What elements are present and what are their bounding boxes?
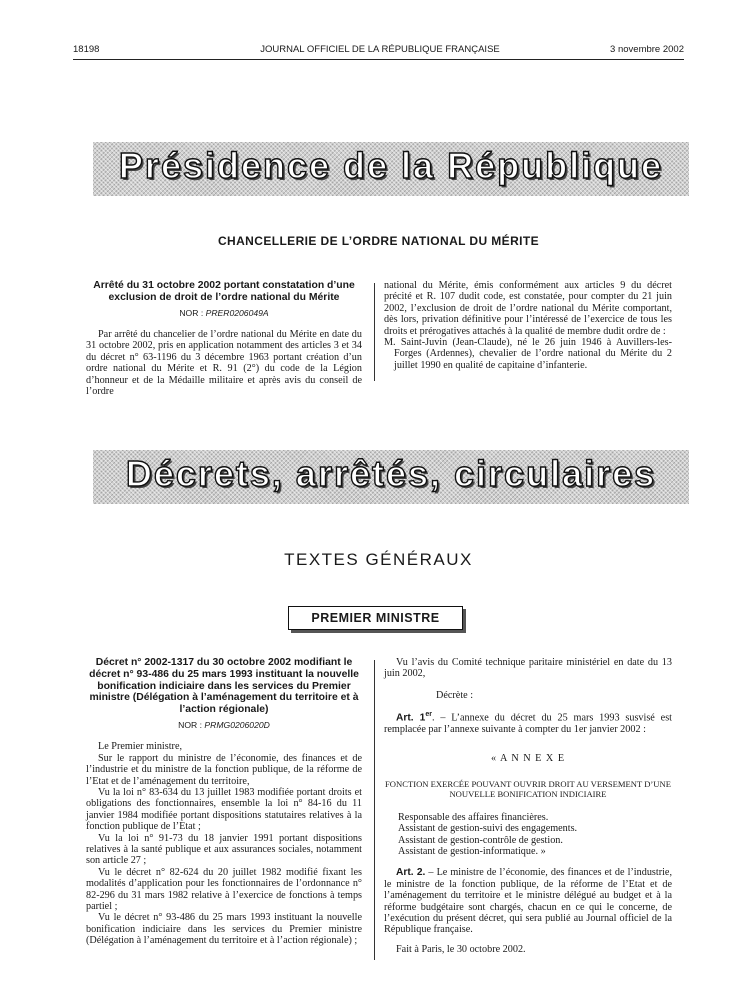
column-divider-arrete xyxy=(374,283,375,381)
decret-para-4: Vu le décret n° 82-624 du 20 juillet 1982 modifié fixant les modalités d’application pour les fonctionnaires de l’ordonnance n° 82-296 du 31 mars 1982 relative à l’exercice de fonctions à temps partiel ; xyxy=(86,866,362,913)
arrete-person: M. Saint-Juvin (Jean-Claude), né le 26 juin 1946 à Auvillers-les-Forges (Ardennes), chevalier de l’ordre national du Mérite du 2 juillet 1990 en qualité de capitaine d’infanterie. xyxy=(384,337,672,371)
decret-fait: Fait à Paris, le 30 octobre 2002. xyxy=(396,943,526,955)
banner-decrets xyxy=(93,450,689,504)
journal-title: JOURNAL OFFICIEL DE LA RÉPUBLIQUE FRANÇAISE xyxy=(260,44,500,55)
arrete-title: Arrêté du 31 octobre 2002 portant constatation d’une exclusion de droit de l’ordre national du Mérite xyxy=(93,280,355,303)
decret-avis: Vu l’avis du Comité technique paritaire ministériel en date du 13 juin 2002, xyxy=(384,657,672,680)
banner-presidence-text: Présidence de la République xyxy=(118,145,664,186)
decret-para-1: Sur le rapport du ministre de l’économie, des finances et de l’industrie et du ministre de la fonction publique, de la réforme de l’Etat et de l’aménagement du territoire, xyxy=(86,752,362,787)
decret-nor: NOR : PRMG0206020D xyxy=(178,719,270,730)
fonction-list xyxy=(384,812,672,858)
decret-para-0: Le Premier ministre, xyxy=(98,741,183,753)
header-rule xyxy=(73,59,684,60)
arrete-body-left: Par arrêté du chancelier de l’ordre national du Mérite en date du 31 octobre 2002, pris en application notamment des articles 3 et 34 du décret n° 63-1196 du 3 décembre 1963 portant création d’un ordre national du Mérite et R. 91 (2°) du code de la Légion d’honneur et de la Médaille militaire et après avis du conseil de l’ordre xyxy=(86,329,362,398)
page-number: 18198 xyxy=(73,44,100,55)
arrete-right-column xyxy=(384,280,672,371)
fonction-item: Responsable des affaires financières. xyxy=(398,811,549,823)
decret-title: Décret n° 2002-1317 du 30 octobre 2002 modifiant le décret n° 93-486 du 25 mars 1993 instituant la nouvelle bonification indiciaire dans les services du Premier ministre (Délégation à l’aménagement du territoire et à l’action régionale) xyxy=(89,657,359,716)
decret-left-column xyxy=(86,657,362,947)
decret-article-2: Art. 2. – Le ministre de l’économie, des finances et de l’industrie, le ministre de la fonction publique, de la réforme de l’Etat et de l’aménagement du territoire et le ministre délégué au budget et à la réforme budgétaire sont chargés, chacun en ce qui le concerne, de l’exécution du présent décret, qui sera publié au Journal officiel de la République française. xyxy=(384,867,672,936)
fonction-item: Assistant de gestion-suivi des engagements. xyxy=(398,823,578,835)
arrete-left-column xyxy=(86,280,362,397)
decret-decrete: Décrète : xyxy=(436,689,474,701)
decret-article-1: Art. 1er. – L’annexe du décret du 25 mars 1993 susvisé est remplacée par l’annexe suivante à compter du 1er janvier 2002 : xyxy=(384,711,672,736)
banner-decrets-text: Décrets, arrêtés, circulaires xyxy=(125,453,657,494)
issue-date: 3 novembre 2002 xyxy=(610,44,684,55)
annexe-heading: « A N N E X E xyxy=(490,753,566,765)
textes-generaux-heading: TEXTES GÉNÉRAUX xyxy=(284,550,473,569)
fonction-item: Assistant de gestion-contrôle de gestion. xyxy=(398,834,563,846)
decret-right-column xyxy=(384,657,672,955)
column-divider-decret xyxy=(374,660,375,960)
fonction-item: Assistant de gestion-informatique. » xyxy=(398,846,546,858)
decret-para-5: Vu le décret n° 93-486 du 25 mars 1993 instituant la nouvelle bonification indiciaire dans les services du Premier ministre (Délégation à l’aménagement du territoire et à l’action régionale) ; xyxy=(86,912,362,947)
premier-ministre-box: PREMIER MINISTRE xyxy=(288,606,463,630)
fonction-heading: FONCTION EXERCÉE POUVANT OUVRIR DROIT AU VERSEMENT D’UNE NOUVELLE BONIFICATION INDICIAIRE xyxy=(385,778,671,800)
decret-para-3: Vu la loi n° 91-73 du 18 janvier 1991 portant dispositions relatives à la santé publique et aux assurances sociales, notamment son article 27 ; xyxy=(86,832,362,867)
arrete-body-right: national du Mérite, émis conformément aux articles 9 du décret précité et R. 107 dudit code, est constatée, pour compter du 21 juin 2002, l’exclusion de droit de l’ordre national du Mérite comportant, dès lors, privation définitive pour l’intéressé de l’exercice de tous les droits et prérogatives attachés à la qualité de membre dudit ordre de : xyxy=(384,280,672,337)
decret-para-2: Vu la loi n° 83-634 du 13 juillet 1983 modifiée portant droits et obligations des fonctionnaires, ensemble la loi n° 84-16 du 11 janvier 1984 modifiée portant dispositions statutaires relatives à la fonction publique de l’Etat ; xyxy=(86,787,362,833)
arrete-nor: NOR : PRER0206049A xyxy=(179,307,269,318)
banner-presidence xyxy=(93,142,689,196)
chancellerie-heading: CHANCELLERIE DE L’ORDRE NATIONAL DU MÉRITE xyxy=(217,234,540,248)
